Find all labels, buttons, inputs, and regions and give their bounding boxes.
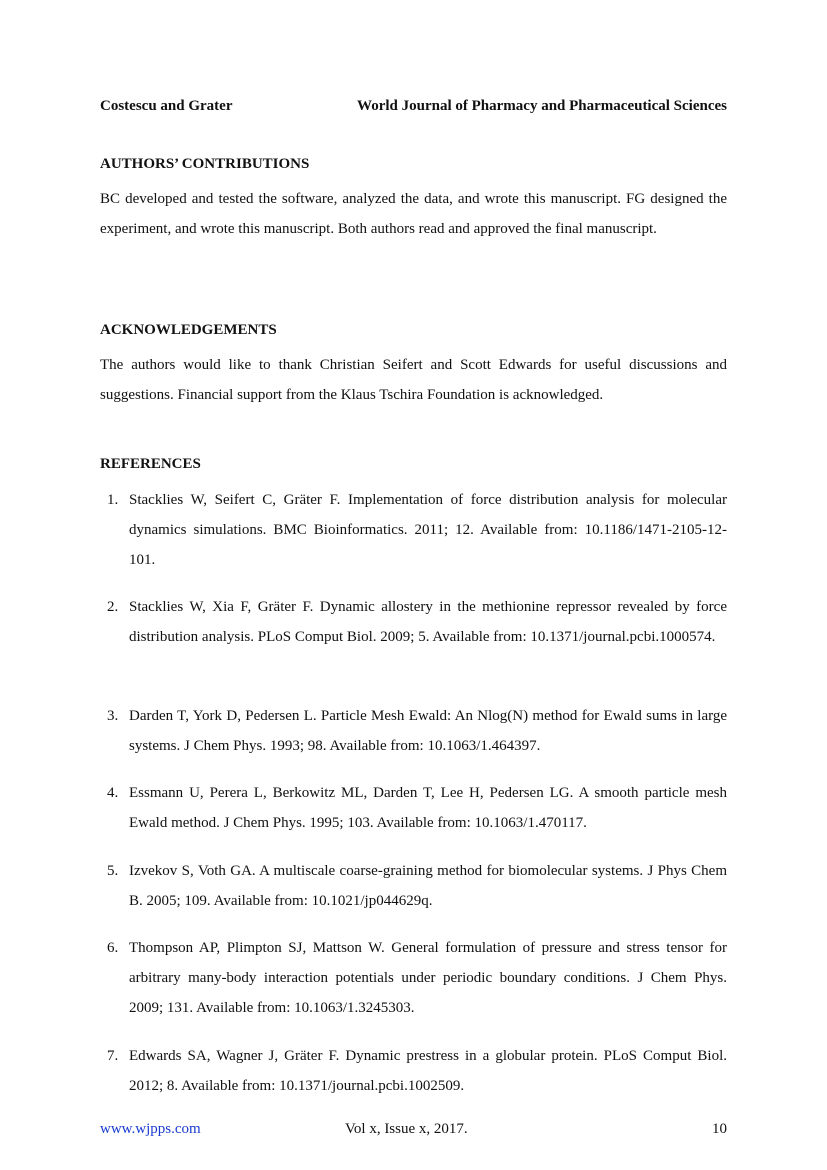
contributions-section — [100, 154, 727, 244]
reference-text: Essmann U, Perera L, Berkowitz ML, Darden T, Lee H, Pedersen LG. A smooth particle mesh Ewald method. J Chem Phys. 1995; 103. Available from: 10.1063/1.470117. — [129, 785, 727, 831]
journal-website-link[interactable]: www.wjpps.com — [100, 1121, 201, 1137]
reference-text: Edwards SA, Wagner J, Gräter F. Dynamic prestress in a globular protein. PLoS Comput Biol. 2012; 8. Available from: 10.1371/journal.pcbi.1002509. — [129, 1048, 727, 1094]
reference-number: 7. — [107, 1048, 119, 1064]
reference-number: 2. — [107, 599, 119, 615]
reference-item — [100, 856, 727, 916]
reference-number: 1. — [107, 492, 119, 508]
footer-volume: Vol x, Issue x, 2017. — [345, 1121, 468, 1137]
reference-number: 5. — [107, 863, 119, 879]
acknowledgements-section — [100, 320, 727, 410]
reference-text: Izvekov S, Voth GA. A multiscale coarse-graining method for biomolecular systems. J Phys Chem B. 2005; 109. Available from: 10.1021/jp044629q. — [129, 863, 727, 909]
acknowledgements-text: The authors would like to thank Christian Seifert and Scott Edwards for useful discussions and suggestions. Financial support from the Klaus Tschira Foundation is acknowledged. — [100, 357, 727, 403]
reference-item — [100, 778, 727, 838]
reference-number: 4. — [107, 785, 119, 801]
references-heading: REFERENCES — [100, 456, 201, 472]
reference-number: 6. — [107, 940, 119, 956]
reference-text: Thompson AP, Plimpton SJ, Mattson W. General formulation of pressure and stress tensor for arbitrary many-body interaction potentials under periodic boundary conditions. J Chem Phys. 2009; 131. Available from: 10.1063/1.3245303. — [129, 940, 727, 1016]
reference-text: Stacklies W, Xia F, Gräter F. Dynamic allostery in the methionine repressor revealed by force distribution analysis. PLoS Comput Biol. 2009; 5. Available from: 10.1371/journal.pcbi.1000574. — [129, 599, 727, 645]
reference-item — [100, 592, 727, 652]
reference-number: 3. — [107, 708, 119, 724]
acknowledgements-heading: ACKNOWLEDGEMENTS — [100, 322, 277, 338]
reference-text: Stacklies W, Seifert C, Gräter F. Implementation of force distribution analysis for molecular dynamics simulations. BMC Bioinformatics. 2011; 12. Available from: 10.1186/1471-2105-12-101. — [129, 492, 727, 568]
reference-item — [100, 485, 727, 575]
running-head-authors: Costescu and Grater — [100, 98, 233, 114]
contributions-text: BC developed and tested the software, analyzed the data, and wrote this manuscript. FG designed the experiment, and wrote this manuscript. Both authors read and approved the final manuscript. — [100, 191, 727, 237]
running-head-journal: World Journal of Pharmacy and Pharmaceutical Sciences — [357, 98, 727, 114]
page-number: 10 — [712, 1121, 727, 1137]
contributions-heading: AUTHORS’ CONTRIBUTIONS — [100, 156, 310, 172]
references-section — [100, 454, 727, 1094]
reference-text: Darden T, York D, Pedersen L. Particle Mesh Ewald: An Nlog(N) method for Ewald sums in large systems. J Chem Phys. 1993; 98. Available from: 10.1063/1.464397. — [129, 708, 727, 754]
reference-item — [100, 1041, 727, 1101]
reference-item — [100, 701, 727, 761]
reference-item — [100, 933, 727, 1023]
